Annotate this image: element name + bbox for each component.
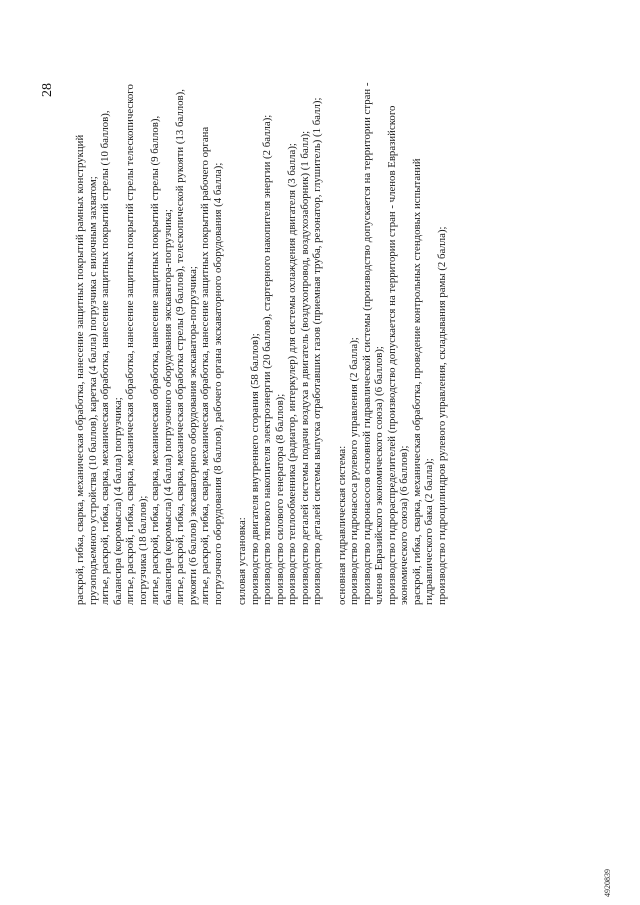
section-gap — [224, 79, 236, 605]
paragraph: производство двигателя внутреннего сгорания (58 баллов); — [248, 333, 261, 605]
paragraph: производство гидронасосов основной гидравлической системы (производство допускается на территории стран - членов Евразийского экономического союза) (6 баллов); — [360, 82, 385, 605]
paragraph: производство деталей системы подачи воздуха в двигатель (воздухопровод, воздухозаборник) (1 балл); — [298, 130, 311, 605]
paragraph: раскрой, гибка, сварка, механическая обработка, проведение контрольных стендовых испытаний гидравлического бака (2 балла); — [410, 158, 435, 605]
section-heading-power-unit: силовая установка: — [236, 517, 248, 605]
paragraph: производство деталей системы выпуска отработавших газов (приемная труба, резонатор, глушитель) (1 балл); — [311, 97, 323, 605]
paragraph: литье, раскрой, гибка, сварка, механическая обработка, нанесение защитных покрытий стрелы (10 баллов), балансира (коромысла) (4 балла) погрузчика; — [99, 110, 124, 605]
paragraph: производство силового генератора (8 баллов); — [273, 393, 286, 605]
document-code: 4920839 — [603, 869, 612, 897]
paragraph: литье, раскрой, гибка, сварка, механическая обработка, нанесение защитных покрытий стрелы (9 баллов), балансира (коромысла) (4 балла) погрузочного оборудования экскаватора-погрузчика; — [149, 115, 174, 605]
paragraph: литье, раскрой, гибка, сварка, механическая обработка стрелы (9 баллов), телескопической рукояти (13 баллов), рукояти (6 баллов) экскаваторного оборудования экскаватора-погрузчика; — [174, 89, 199, 605]
paragraph: производство гидроцилиндров рулевого управления, складывания рамы (2 балла); — [435, 226, 448, 605]
paragraph: литье, раскрой, гибка, сварка, механическая обработка, нанесение защитных покрытий рабочего органа погрузочного оборудования (8 баллов), рабочего органа экскаваторного оборудования (4 балла); — [199, 126, 224, 605]
paragraph: производство гидронасоса рулевого управления (2 балла); — [348, 337, 360, 605]
page-number: 28 — [40, 83, 55, 97]
paragraph: производство теплообменника (радиатор, интеркулер) для системы охлаждения двигателя (3 балла); — [286, 143, 298, 605]
document-body — [74, 79, 448, 605]
paragraph: производство тягового накопителя электроэнергии (20 баллов), стартерного накопителя энергии (2 балла); — [261, 114, 273, 605]
section-heading-hydraulic-system: основная гидравлическая система: — [335, 445, 348, 605]
paragraph: литье, раскрой, гибка, сварка, механическая обработка, нанесение защитных покрытий стрелы телескопического погрузчика (18 баллов); — [124, 84, 149, 605]
section-gap — [324, 79, 336, 605]
paragraph: раскрой, гибка, сварка, механическая обработка, нанесение защитных покрытий рамных конструкций грузоподъемного устройства (10 баллов), каретка (4 балла) погрузчика с вилочным захватом; — [74, 134, 99, 605]
paragraph: производство гидрораспределителей (производство допускается на территории стран - членов Евразийского экономического союза) (6 баллов); — [385, 105, 410, 605]
